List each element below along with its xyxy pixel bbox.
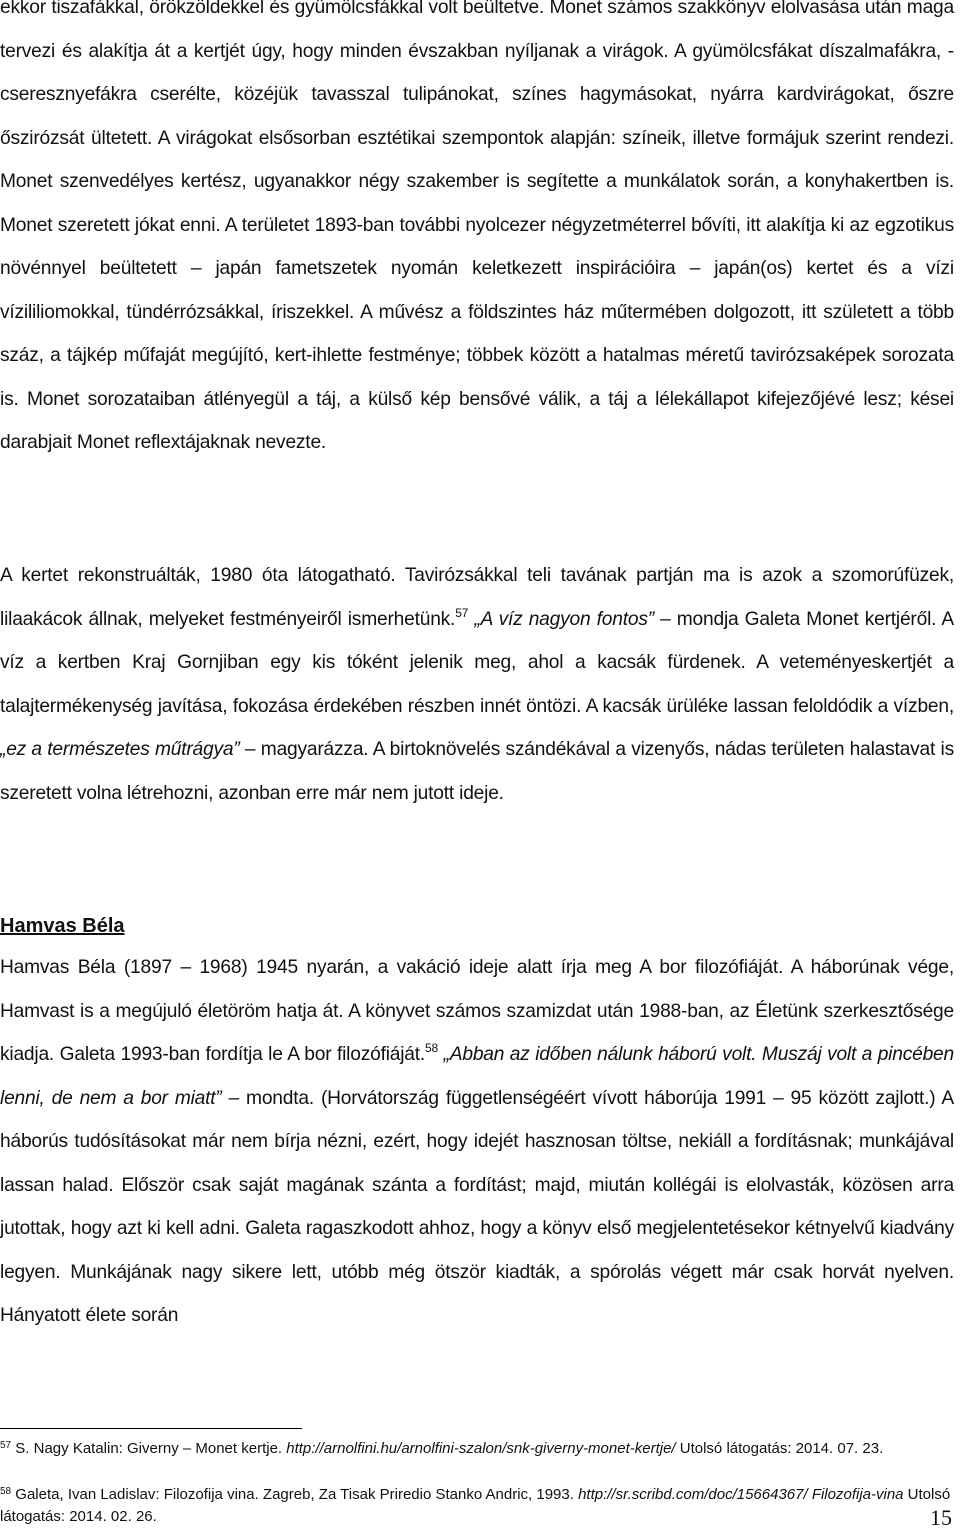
- paragraph-text: Hamvas Béla (1897 – 1968) 1945 nyarán, a vakáció ideje alatt írja meg A bor filozófiáját. A háborúnak vége, Hamvast is a megújuló életöröm hatja át. A könyvet számos szamizdat után 1988-ban, az Életünk szerkesztősége kiadja. Galeta 1993-ban fordítja le A bor filozófiáját.: [0, 957, 954, 1065]
- footnote-58: [0, 1484, 954, 1528]
- footnote-ref-58[interactable]: 58: [425, 1041, 438, 1055]
- paragraph-text: – magyarázza. A birtoknövelés szándékával a vizenyős, nádas területen halastavat is szeretett volna létrehozni, azonban erre már nem jutott ideje.: [0, 739, 954, 804]
- paragraph-text: – mondta. (Horvátország függetlenségéért vívott háborúja 1991 – 95 között zajlott.) A háborús tudósításokat már nem bírja nézni, ezért, hogy idejét hasznosan töltse, nekiáll a fordításnak; munkájával lassan halad. Először csak saját magának szánta a fordítást; majd, miután kollégái is elolvasták, közösen arra jutottak, hogy azt ki kell adni. Galeta ragaszkodott ahhoz, hogy a könyv első megjelentetésekor kétnyelvű kiadvány legyen. Munkájának nagy sikere lett, utóbb még ötször kiadták, a spórolás végett már csak horvát nyelven. Hányatott élete során: [0, 1087, 954, 1326]
- paragraph-hamvas: [0, 946, 954, 1338]
- paragraph-text: ekkor tiszafákkal, örökzöldekkel és gyümölcsfákkal volt beültetve. Monet számos szakkönyv elolvasása után maga tervezi és alakítja át a kertjét úgy, hogy minden évszakban nyíljanak a virágok. A gyümölcsfákat díszalmafákra, -cseresznyefákra cserélte, közéjük tavasszal tulipánokat, színes hagymásokat, nyárra kardvirágokat, őszre őszirózsát ültetett. A virágokat elsősorban esztétikai szempontok alapján: színeik, illetve formájuk szerint rendezi. Monet szenvedélyes kertész, ugyanakkor négy szakember is segítette a munkálatok során, a konyhakertben is. Monet szeretett jókat enni. A területet 1893-ban további nyolcezer négyzetméterrel bővíti, itt alakítja ki az egzotikus növénnyel beültetett – japán fametszetek nyomán keletkezett inspirációira – japán(os) kertet és a vízi vízililiomokkal, tündérrózsákkal, íriszekkel. A művész a földszintes ház műtermében dolgozott, itt született a több száz, a tájkép műfaját megújító, kert-ihlette festménye; többek között a hatalmas méretű tavirózsaképek sorozata is. Monet sorozataiban átlényegül a táj, a külső kép bensővé válik, a táj a lélekállapot kifejezőjévé lesz; kései darabjait Monet reflextájaknak nevezte.: [0, 0, 954, 453]
- footnote-text: Utolsó látogatás: 2014. 07. 23.: [675, 1440, 884, 1457]
- footnote-number: 58: [0, 1486, 12, 1497]
- footnote-divider: [0, 1428, 302, 1429]
- paragraph-text: A kertet rekonstruálták, 1980 óta látogatható. Tavirózsákkal teli tavának partján ma is azok a szomorúfüzek, lilaakácok állnak, melyeket festményeiről ismerhetünk.: [0, 565, 954, 630]
- page-number: 15: [930, 1505, 952, 1530]
- footnote-link[interactable]: http://arnolfini.hu/arnolfini-szalon/snk-giverny-monet-kertje/: [286, 1440, 676, 1457]
- quote-text: „A víz nagyon fontos”: [468, 608, 654, 630]
- footnote-57: [0, 1438, 954, 1460]
- footnote-link[interactable]: http://sr.scribd.com/doc/15664367/ Filozofija-vina: [578, 1486, 904, 1503]
- footnote-ref-57[interactable]: 57: [455, 605, 469, 620]
- paragraph-text: – mondja Galeta Monet kertjéről. A víz a kertben Kraj Gornjiban egy kis tóként jelenik meg, ahol a kacsák fürdenek. A veteményeskertjét a talajtermékenység javítása, fokozása érdekében részben innét öntözi. A kacsák ürüléke lassan feloldódik a vízben,: [0, 608, 955, 717]
- footnote-text: S. Nagy Katalin: Giverny – Monet kertje.: [11, 1440, 287, 1457]
- footnote-text: Galeta, Ivan Ladislav: Filozofija vina. Zagreb, Za Tisak Priredio Stanko Andric, 1993.: [11, 1486, 579, 1503]
- quote-text: „ez a természetes műtrágya”: [0, 739, 240, 760]
- paragraph-garden-reconstruction: [0, 554, 954, 815]
- quote-text: „Abban az időben nálunk háború volt. Muszáj volt a pincében lenni, de nem a bor miatt”: [0, 1044, 954, 1109]
- paragraph-monet-garden: [0, 0, 954, 465]
- footnote-number: 57: [0, 1440, 12, 1451]
- footnote-text: Utolsó látogatás: 2014. 02. 26.: [0, 1486, 951, 1525]
- section-heading: Hamvas Béla: [0, 915, 125, 937]
